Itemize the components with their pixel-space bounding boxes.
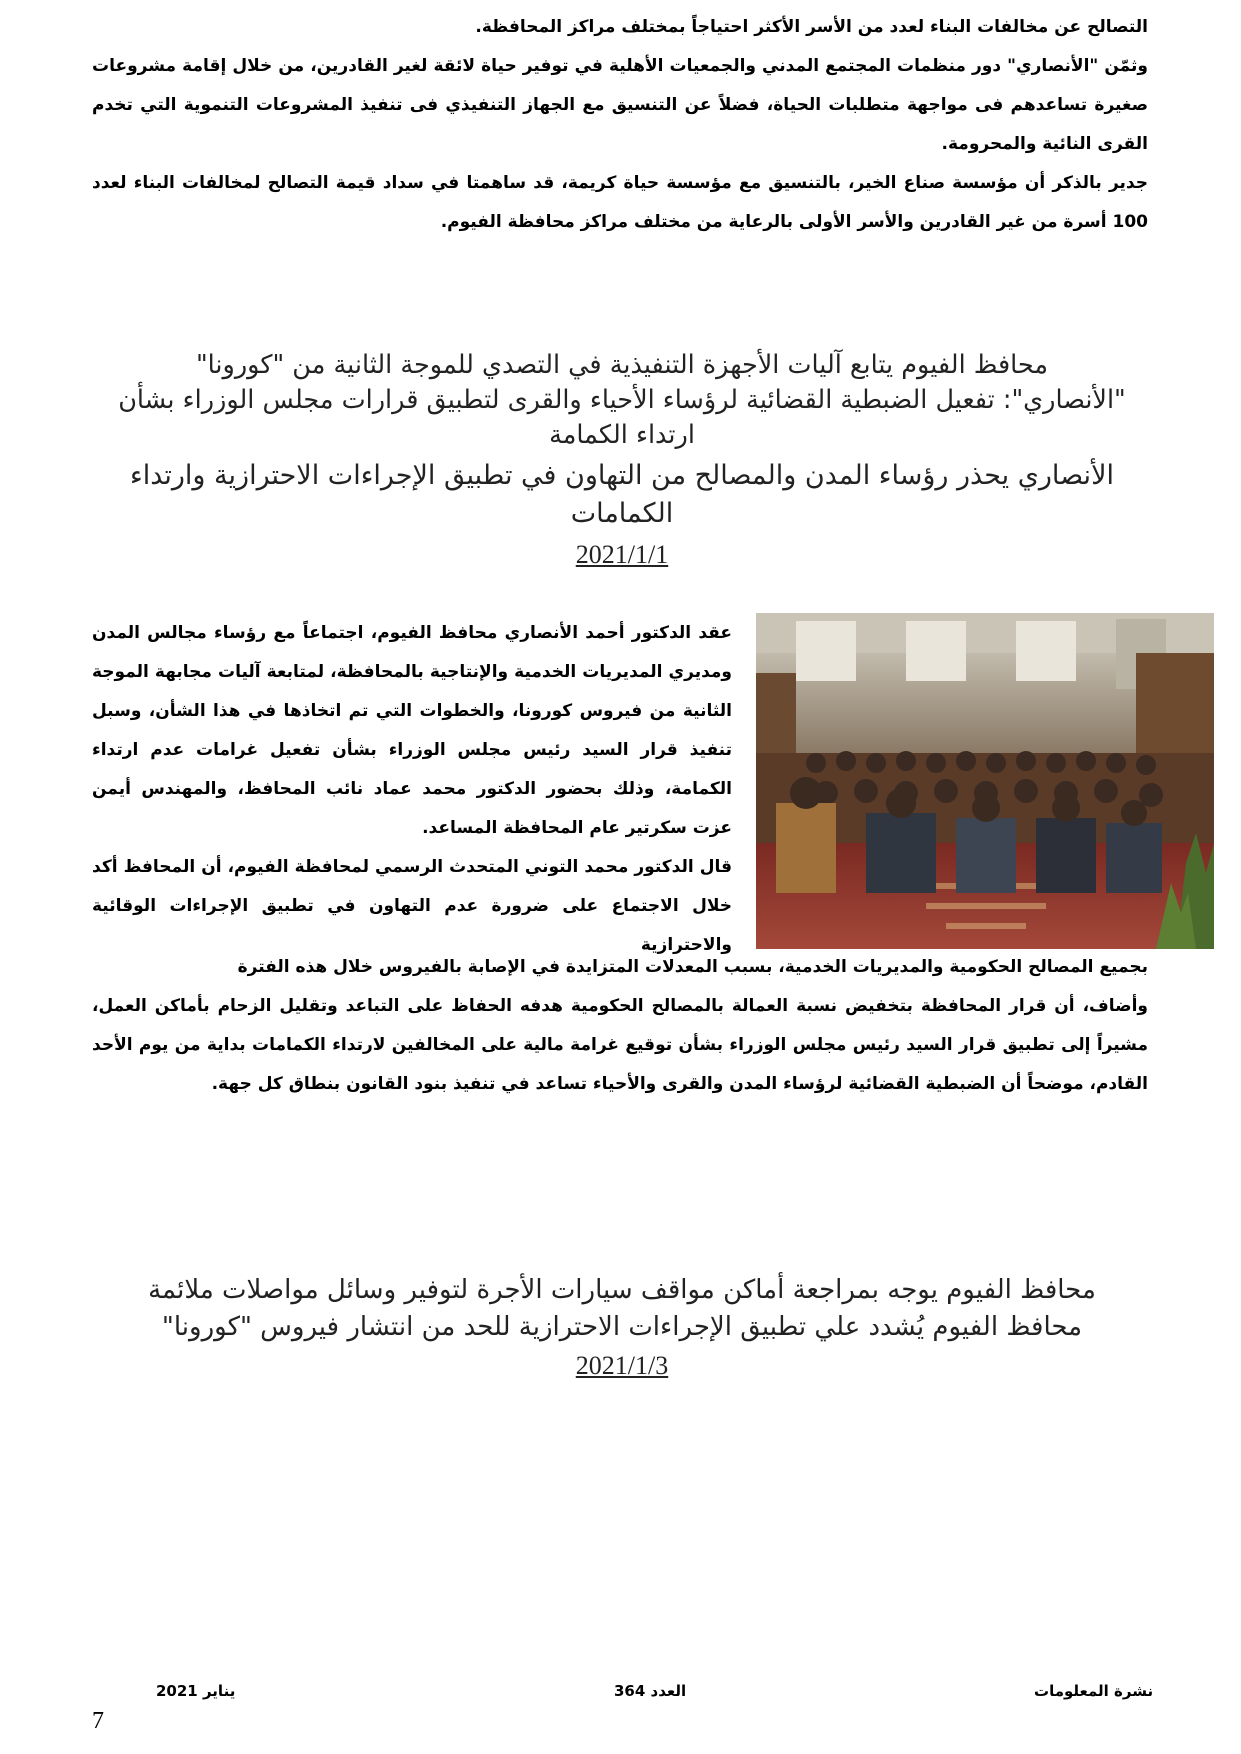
article2-date: 2021/1/3 [575, 1351, 669, 1380]
paragraph-continuation: التصالح عن مخالفات البناء لعدد من الأسر الأكثر احتياجاً بمختلف مراكز المحافظة. [475, 17, 1148, 37]
article2-headlines [112, 1272, 1132, 1384]
page-number: 7 [92, 1708, 104, 1734]
article1-headlines [112, 348, 1132, 573]
footer-month: يناير 2021 [156, 1682, 236, 1700]
headline-taxi-stands: محافظ الفيوم يوجه بمراجعة أماكن مواقف سيارات الأجرة لتوفير وسائل مواصلات ملائمة [148, 1275, 1096, 1305]
footer-publication: نشرة المعلومات [1034, 1682, 1154, 1700]
paragraph-foundation: جدير بالذكر أن مؤسسة صناع الخير، بالتنسيق مع مؤسسة حياة كريمة، قد ساهمتا في سداد قيمة التصالح لمخالفات البناء لعدد 100 أسرة من غير القادرين والأسر الأولى بالرعاية من مختلف مراكز محافظة الفيوم. [92, 173, 1148, 232]
headline-sub: "الأنصاري": تفعيل الضبطية القضائية لرؤساء الأحياء والقرى لتطبيق قرارات مجلس الوزراء بشأن ارتداء الكمامة [118, 385, 1126, 450]
headline-main: محافظ الفيوم يتابع آليات الأجهزة التنفيذية في التصدي للموجة الثانية من "كورونا" [195, 350, 1049, 380]
paragraph-continuation-agencies: بجميع المصالح الحكومية والمديريات الخدمية، بسبب المعدلات المتزايدة في الإصابة بالفيروس خلال هذه الفترة [237, 957, 1148, 977]
paragraph-added: وأضاف، أن قرار المحافظة بتخفيض نسبة العمالة بالمصالح الحكومية هدفه الحفاظ على التباعد وتقليل الزحام بأماكن العمل، مشيراً إلى تطبيق قرار السيد رئيس مجلس الوزراء بشأن توقيع غرامة مالية على المخالفين لارتداء الكمامات بداية من يوم الأحد القادم، موضحاً أن الضبطية القضائية لرؤساء المدن والقرى والأحياء تساعد في تنفيذ بنود القانون بنطاق كل جهة. [92, 996, 1148, 1094]
article1-full-text [92, 948, 1148, 1104]
headline-precautions: محافظ الفيوم يُشدد علي تطبيق الإجراءات الاحترازية للحد من انتشار فيروس "كورونا" [161, 1312, 1083, 1342]
headline-warning: الأنصاري يحذر رؤساء المدن والمصالح من التهاون في تطبيق الإجراءات الاحترازية وارتداء الكمامات [130, 460, 1114, 529]
meeting-photo [756, 613, 1214, 949]
paragraph-spokesman: قال الدكتور محمد التوني المتحدث الرسمي لمحافظة الفيوم، أن المحافظ أكد خلال الاجتماع على ضرورة عدم التهاون في تطبيق الإجراءات الوقائية والاحترازية [92, 857, 732, 955]
top-section [92, 8, 1148, 242]
footer-issue: العدد 364 [614, 1682, 687, 1700]
paragraph-meeting: عقد الدكتور أحمد الأنصاري محافظ الفيوم، اجتماعاً مع رؤساء مجالس المدن ومديري المديريات الخدمية والإنتاجية بالمحافظة، لمتابعة آليات مجابهة الموجة الثانية من فيروس كورونا، والخطوات التي تم اتخاذها في هذا الشأن، وسبل تنفيذ قرار السيد رئيس مجلس الوزراء بشأن تفعيل غرامات عدم ارتداء الكمامة، وذلك بحضور الدكتور محمد عماد نائب المحافظ، والمهندس أيمن عزت سكرتير عام المحافظة المساعد. [92, 623, 732, 838]
article1-date: 2021/1/1 [575, 540, 669, 569]
article1-side-text [92, 614, 732, 965]
meeting-photo-image [756, 613, 1214, 949]
paragraph-civil-society: وثمّن "الأنصاري" دور منظمات المجتمع المدني والجمعيات الأهلية في توفير حياة لائقة لغير القادرين، من خلال إقامة مشروعات صغيرة تساعدهم فى مواجهة متطلبات الحياة، فضلاً عن التنسيق مع الجهاز التنفيذي فى تنفيذ المشروعات التنموية التي تخدم القرى النائية والمحرومة. [92, 56, 1148, 154]
